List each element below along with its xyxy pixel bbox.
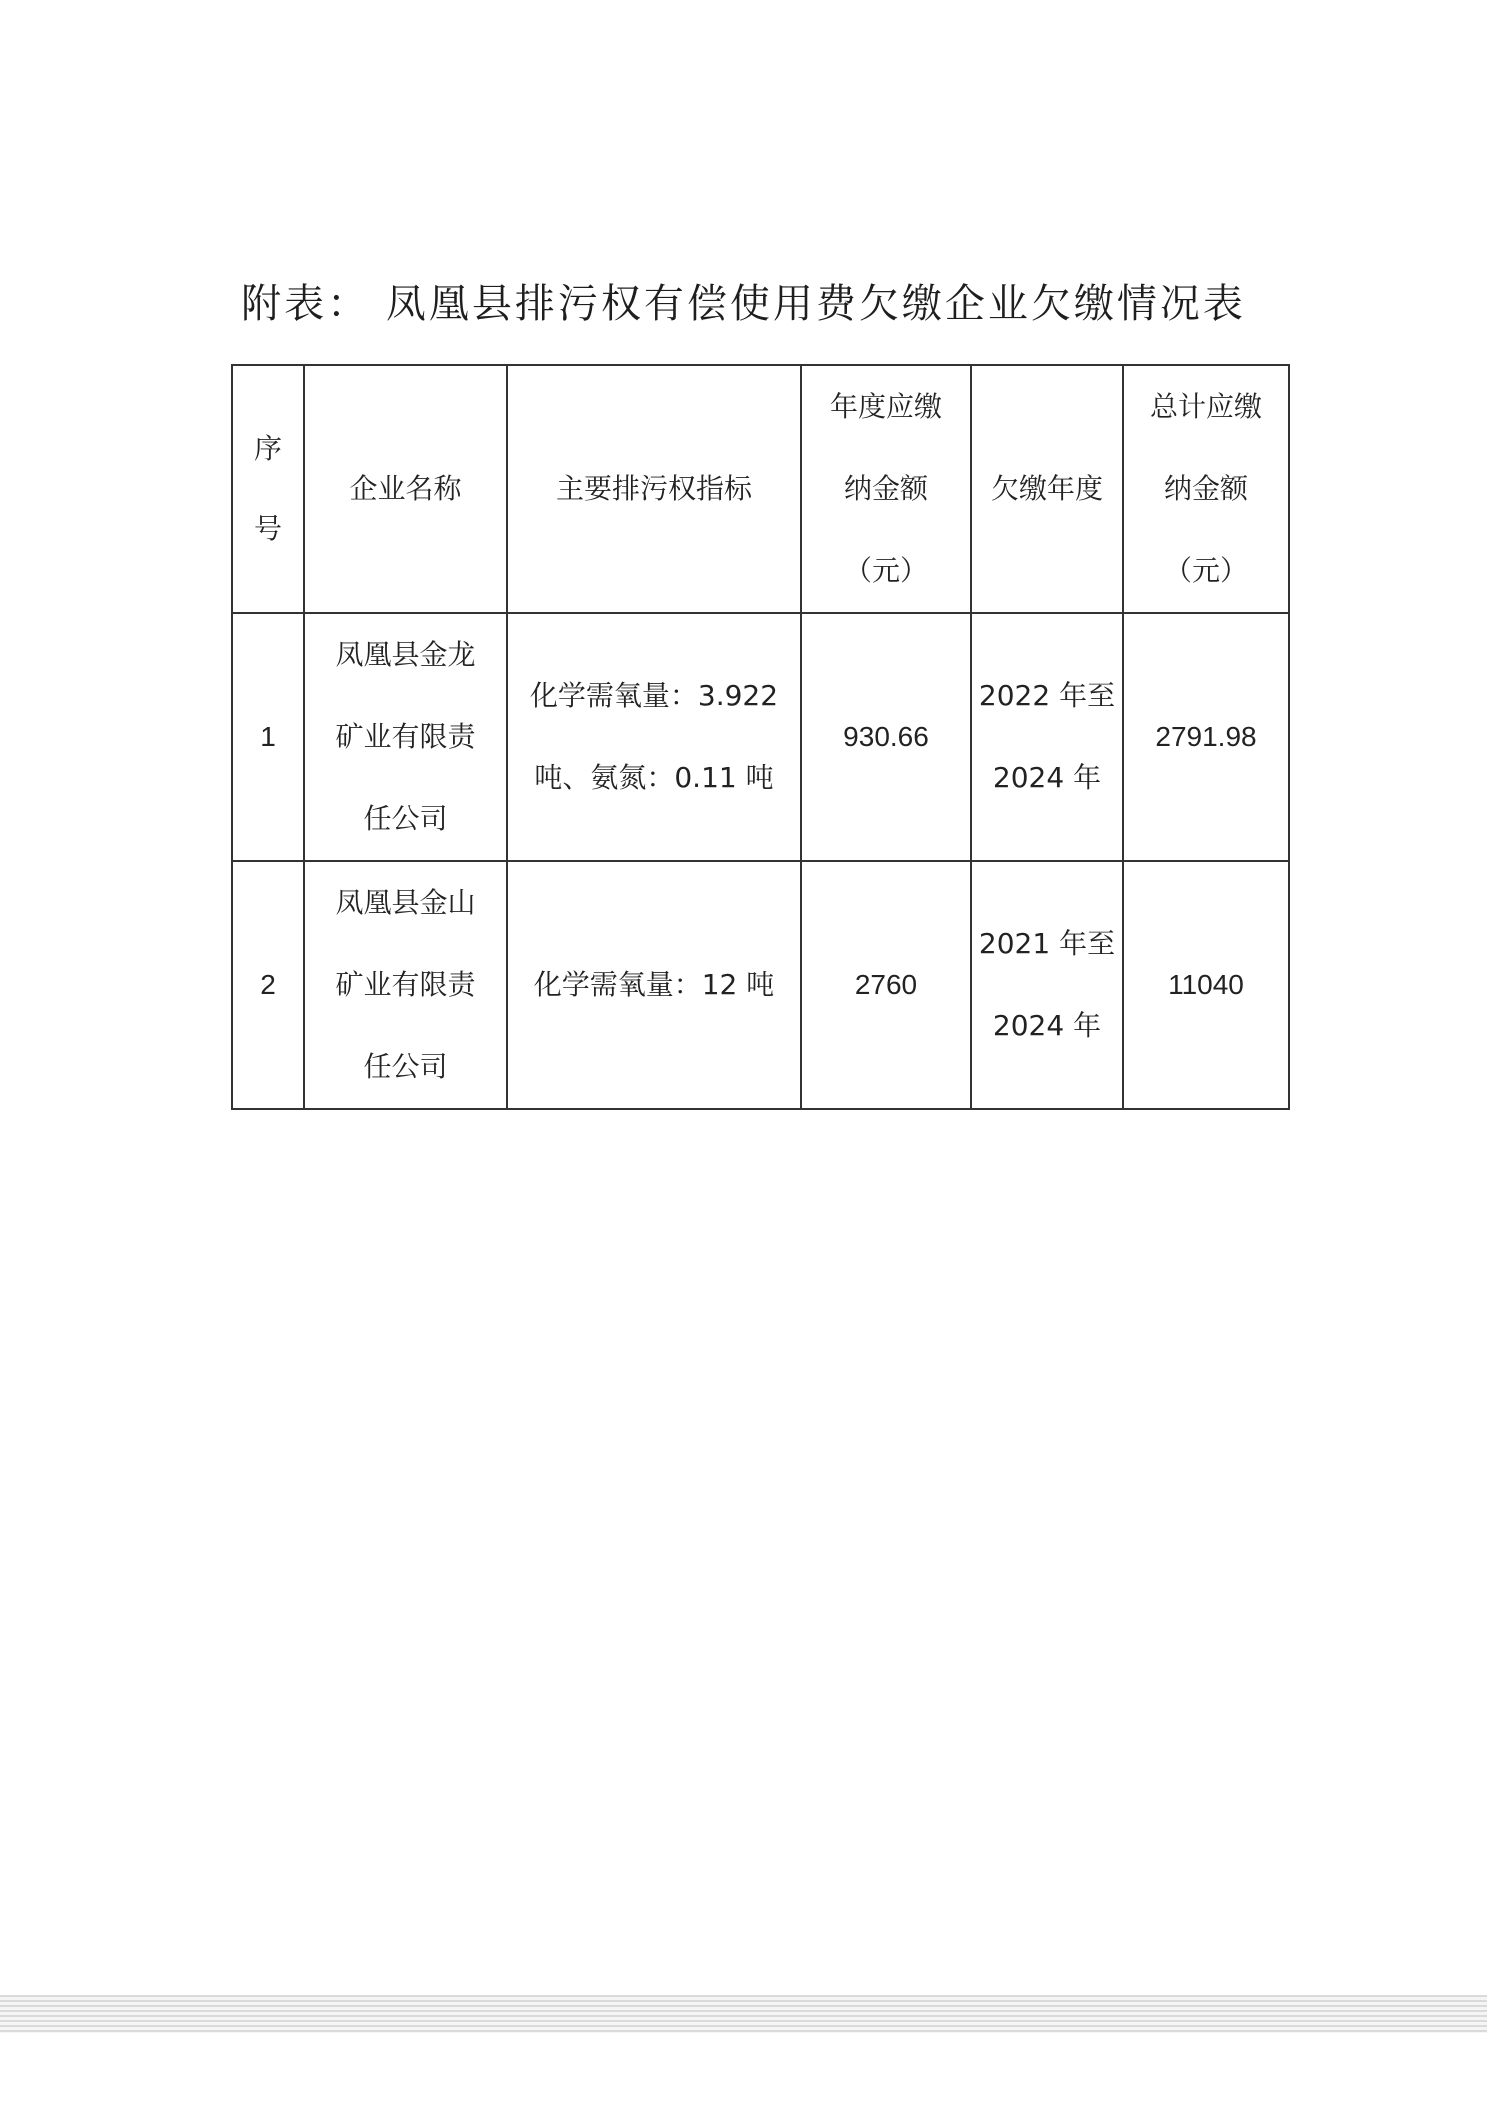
cell-seq: 2 xyxy=(232,861,304,1109)
table-header-row xyxy=(232,365,1289,613)
cell-years: 2022 年至 2024 年 xyxy=(971,613,1123,861)
header-total-fee: 总计应缴 纳金额 （元） xyxy=(1123,365,1289,613)
cell-indicator: 化学需氧量：12 吨 xyxy=(507,861,801,1109)
table-row xyxy=(232,613,1289,861)
cell-indicator: 化学需氧量：3.922 吨、氨氮：0.11 吨 xyxy=(507,613,801,861)
cell-company: 凤凰县金山 矿业有限责 任公司 xyxy=(304,861,507,1109)
page-title: 附表： 凤凰县排污权有偿使用费欠缴企业欠缴情况表 xyxy=(241,281,1246,327)
cell-company: 凤凰县金龙 矿业有限责 任公司 xyxy=(304,613,507,861)
table-row xyxy=(232,861,1289,1109)
cell-annual-fee: 2760 xyxy=(801,861,971,1109)
scan-edge-band xyxy=(0,1995,1487,2033)
header-seq: 序号 xyxy=(232,365,304,613)
arrears-table xyxy=(231,364,1290,1110)
cell-seq: 1 xyxy=(232,613,304,861)
cell-annual-fee: 930.66 xyxy=(801,613,971,861)
header-annual-fee: 年度应缴 纳金额 （元） xyxy=(801,365,971,613)
cell-total-fee: 2791.98 xyxy=(1123,613,1289,861)
header-indicator: 主要排污权指标 xyxy=(507,365,801,613)
cell-years: 2021 年至 2024 年 xyxy=(971,861,1123,1109)
cell-total-fee: 11040 xyxy=(1123,861,1289,1109)
header-company: 企业名称 xyxy=(304,365,507,613)
header-years: 欠缴年度 xyxy=(971,365,1123,613)
